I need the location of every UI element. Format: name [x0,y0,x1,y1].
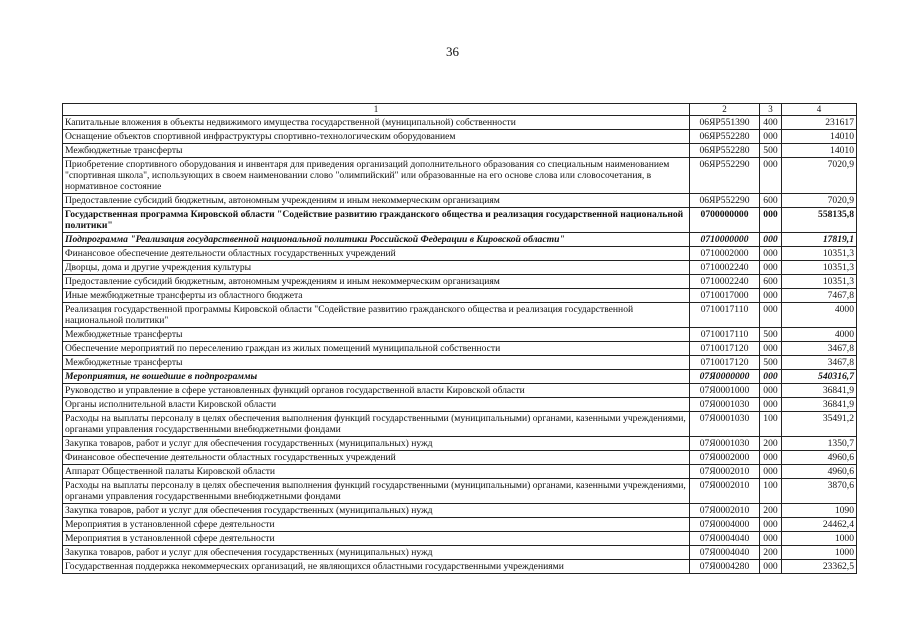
table-row [63,398,857,412]
cell-amount: 10351,3 [782,275,857,289]
cell-type: 100 [760,479,782,504]
cell-type: 600 [760,275,782,289]
cell-code: 0710002000 [690,247,760,261]
cell-type: 500 [760,356,782,370]
cell-type: 000 [760,465,782,479]
cell-amount: 10351,3 [782,247,857,261]
cell-type: 000 [760,384,782,398]
table-row [63,465,857,479]
cell-type: 000 [760,247,782,261]
cell-name: Предоставление субсидий бюджетным, автономным учреждениям и иным некоммерческим организациям [63,194,690,208]
cell-amount: 7467,8 [782,289,857,303]
header-col-1: 1 [63,104,690,116]
budget-table [62,103,857,574]
table-row [63,342,857,356]
cell-name: Предоставление субсидий бюджетным, автономным учреждениям и иным некоммерческим организациям [63,275,690,289]
table-row [63,412,857,437]
table-row [63,130,857,144]
cell-name: Финансовое обеспечение деятельности областных государственных учреждений [63,451,690,465]
cell-amount: 23362,5 [782,560,857,574]
cell-amount: 3467,8 [782,356,857,370]
cell-type: 100 [760,412,782,437]
cell-code: 06ЯР552280 [690,144,760,158]
cell-name: Финансовое обеспечение деятельности областных государственных учреждений [63,247,690,261]
table-row [63,261,857,275]
table-body [63,116,857,574]
cell-type: 600 [760,194,782,208]
cell-code: 0710017000 [690,289,760,303]
table-row [63,356,857,370]
table-row [63,275,857,289]
cell-amount: 3870,6 [782,479,857,504]
cell-name: Закупка товаров, работ и услуг для обеспечения государственных (муниципальных) нужд [63,437,690,451]
cell-amount: 558135,8 [782,208,857,233]
table-header-row [63,104,857,116]
table-row [63,370,857,384]
cell-name: Межбюджетные трансферты [63,144,690,158]
cell-code: 0700000000 [690,208,760,233]
cell-code: 07Я0004040 [690,546,760,560]
cell-type: 000 [760,398,782,412]
cell-name: Приобретение спортивного оборудования и инвентаря для приведения организаций дополнительного образования со специальным наименованием "спортивная школа", использующих в своем наименовании слово "олимпийский" или образованные на его основе слова или словосочетания, в нормативное состояние [63,158,690,194]
cell-name: Органы исполнительной власти Кировской области [63,398,690,412]
table-row [63,247,857,261]
cell-type: 200 [760,546,782,560]
cell-code: 0710017110 [690,303,760,328]
table-row [63,518,857,532]
cell-code: 07Я0002010 [690,504,760,518]
cell-amount: 3467,8 [782,342,857,356]
cell-type: 400 [760,116,782,130]
cell-amount: 1090 [782,504,857,518]
cell-code: 07Я0004000 [690,518,760,532]
cell-type: 000 [760,261,782,275]
cell-type: 000 [760,370,782,384]
cell-code: 07Я0002000 [690,451,760,465]
cell-code: 07Я0001000 [690,384,760,398]
cell-code: 07Я0004280 [690,560,760,574]
cell-code: 06ЯР552290 [690,194,760,208]
page-number: 36 [446,44,459,59]
cell-type: 500 [760,328,782,342]
cell-amount: 231617 [782,116,857,130]
cell-code: 06ЯР552280 [690,130,760,144]
cell-amount: 36841,9 [782,398,857,412]
header-col-4: 4 [782,104,857,116]
cell-code: 07Я0004040 [690,532,760,546]
cell-name: Иные межбюджетные трансферты из областного бюджета [63,289,690,303]
cell-name: Оснащение объектов спортивной инфраструктуры спортивно-технологическим оборудованием [63,130,690,144]
cell-name: Государственная программа Кировской области "Содействие развитию гражданского общества и реализация государственной национальной политики" [63,208,690,233]
cell-code: 07Я0001030 [690,412,760,437]
cell-type: 000 [760,208,782,233]
cell-type: 000 [760,289,782,303]
header-col-2: 2 [690,104,760,116]
cell-code: 0710017120 [690,342,760,356]
cell-name: Закупка товаров, работ и услуг для обеспечения государственных (муниципальных) нужд [63,546,690,560]
table-row [63,437,857,451]
table-row [63,546,857,560]
cell-amount: 540316,7 [782,370,857,384]
cell-code: 0710002240 [690,275,760,289]
table-row [63,479,857,504]
cell-code: 07Я0001030 [690,437,760,451]
cell-type: 000 [760,342,782,356]
cell-name: Закупка товаров, работ и услуг для обеспечения государственных (муниципальных) нужд [63,504,690,518]
cell-code: 07Я0001030 [690,398,760,412]
cell-name: Дворцы, дома и другие учреждения культуры [63,261,690,275]
cell-name: Государственная поддержка некоммерческих организаций, не являющихся областными государственными учреждениями [63,560,690,574]
table-row [63,233,857,247]
cell-code: 0710002240 [690,261,760,275]
cell-type: 000 [760,233,782,247]
cell-name: Руководство и управление в сфере установленных функций органов государственной власти Кировской области [63,384,690,398]
cell-name: Подпрограмма "Реализация государственной национальной политики Российской Федерации в Кировской области" [63,233,690,247]
cell-amount: 4960,6 [782,465,857,479]
cell-type: 000 [760,518,782,532]
table-row [63,289,857,303]
cell-name: Мероприятия, не вошедшие в подпрограммы [63,370,690,384]
cell-name: Аппарат Общественной палаты Кировской области [63,465,690,479]
cell-code: 0710017110 [690,328,760,342]
cell-code: 06ЯР551390 [690,116,760,130]
cell-type: 000 [760,158,782,194]
table-row [63,116,857,130]
cell-code: 06ЯР552290 [690,158,760,194]
table-row [63,158,857,194]
cell-amount: 14010 [782,130,857,144]
cell-code: 07Я0000000 [690,370,760,384]
cell-type: 000 [760,130,782,144]
table-row [63,384,857,398]
cell-type: 000 [760,560,782,574]
cell-amount: 24462,4 [782,518,857,532]
cell-type: 000 [760,451,782,465]
cell-name: Мероприятия в установленной сфере деятельности [63,518,690,532]
cell-type: 500 [760,144,782,158]
cell-code: 0710000000 [690,233,760,247]
cell-amount: 35491,2 [782,412,857,437]
table-row [63,560,857,574]
cell-code: 07Я0002010 [690,465,760,479]
cell-amount: 1350,7 [782,437,857,451]
table-row [63,144,857,158]
cell-code: 0710017120 [690,356,760,370]
cell-name: Обеспечение мероприятий по переселению граждан из жилых помещений муниципальной собственности [63,342,690,356]
table-row [63,504,857,518]
cell-amount: 4000 [782,328,857,342]
header-col-3: 3 [760,104,782,116]
cell-name: Реализация государственной программы Кировской области "Содействие развитию гражданского общества и реализация государственной национальной политики" [63,303,690,328]
cell-amount: 17819,1 [782,233,857,247]
table-row [63,303,857,328]
table-row [63,328,857,342]
table-row [63,194,857,208]
cell-name: Межбюджетные трансферты [63,328,690,342]
cell-code: 07Я0002010 [690,479,760,504]
cell-name: Межбюджетные трансферты [63,356,690,370]
cell-amount: 7020,9 [782,158,857,194]
cell-amount: 14010 [782,144,857,158]
table-row [63,451,857,465]
cell-amount: 1000 [782,532,857,546]
cell-type: 000 [760,532,782,546]
cell-amount: 4960,6 [782,451,857,465]
cell-type: 200 [760,504,782,518]
cell-amount: 36841,9 [782,384,857,398]
cell-name: Капитальные вложения в объекты недвижимого имущества государственной (муниципальной) собственности [63,116,690,130]
cell-name: Расходы на выплаты персоналу в целях обеспечения выполнения функций государственными (муниципальными) органами, казенными учреждениями, органами управления государственными внебюджетными фондами [63,412,690,437]
cell-amount: 7020,9 [782,194,857,208]
table-row [63,532,857,546]
cell-amount: 10351,3 [782,261,857,275]
cell-amount: 1000 [782,546,857,560]
cell-amount: 4000 [782,303,857,328]
cell-name: Расходы на выплаты персоналу в целях обеспечения выполнения функций государственными (муниципальными) органами, казенными учреждениями, органами управления государственными внебюджетными фондами [63,479,690,504]
table-row [63,208,857,233]
cell-type: 000 [760,303,782,328]
cell-type: 200 [760,437,782,451]
cell-name: Мероприятия в установленной сфере деятельности [63,532,690,546]
